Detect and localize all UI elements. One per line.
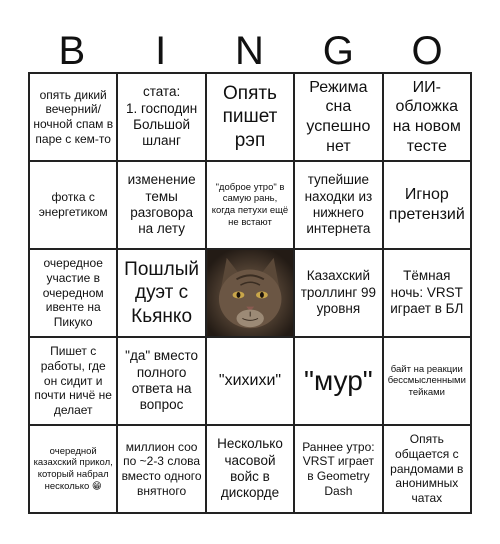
- bingo-cell[interactable]: Тёмная ночь: VRST играет в БЛ: [383, 249, 471, 337]
- bingo-cell[interactable]: очередной казахский прикол, который набрал несколько 😁: [29, 425, 117, 513]
- bingo-cell[interactable]: Игнор претензий: [383, 161, 471, 249]
- bingo-cell[interactable]: "мур": [294, 337, 382, 425]
- bingo-cell[interactable]: миллион соо по ~2-3 слова вместо одного внятного: [117, 425, 205, 513]
- bingo-cell[interactable]: Пошлый дуэт с Кьянко: [117, 249, 205, 337]
- title-letter-b: B: [58, 29, 87, 73]
- bingo-cell[interactable]: "доброе утро" в самую рань, когда петухи ещё не встают: [206, 161, 294, 249]
- free-space-cat-photo[interactable]: [206, 249, 294, 337]
- bingo-cell[interactable]: Пишет с работы, где он сидит и почти ничё не делает: [29, 337, 117, 425]
- bingo-cell[interactable]: изменение темы разговора на лету: [117, 161, 205, 249]
- bingo-cell[interactable]: Опять пишет рэп: [206, 73, 294, 161]
- bingo-cell[interactable]: очередное участие в очередном ивенте на Пикуко: [29, 249, 117, 337]
- bingo-cell[interactable]: стата: 1. господин Большой шланг: [117, 73, 205, 161]
- bingo-cell[interactable]: Казахский троллинг 99 уровня: [294, 249, 382, 337]
- bingo-cell[interactable]: Раннее утро: VRST играет в Geometry Dash: [294, 425, 382, 513]
- bingo-cell[interactable]: тупейшие находки из нижнего интернета: [294, 161, 382, 249]
- bingo-cell[interactable]: фотка с энергетиком: [29, 161, 117, 249]
- bingo-cell[interactable]: "да" вместо полного ответа на вопрос: [117, 337, 205, 425]
- bingo-cell[interactable]: "хихихи": [206, 337, 294, 425]
- bingo-cell[interactable]: ИИ-обложка на новом тесте: [383, 73, 471, 161]
- title-letter-i: I: [155, 29, 168, 73]
- cat-photo-icon: [207, 250, 293, 336]
- title-letter-n: N: [235, 29, 265, 73]
- bingo-cell[interactable]: опять дикий вечерний/ ночной спам в паре с кем-то: [29, 73, 117, 161]
- title-letter-g: G: [322, 29, 355, 73]
- bingo-cell[interactable]: байт на реакции бессмысленными тейками: [383, 337, 471, 425]
- bingo-grid: [28, 72, 472, 514]
- bingo-cell[interactable]: Несколько часовой войс в дискорде: [206, 425, 294, 513]
- title-letter-o: O: [411, 29, 444, 73]
- bingo-cell[interactable]: Опять общается с рандомами в анонимных чатах: [383, 425, 471, 513]
- bingo-cell[interactable]: Режима сна успешно нет: [294, 73, 382, 161]
